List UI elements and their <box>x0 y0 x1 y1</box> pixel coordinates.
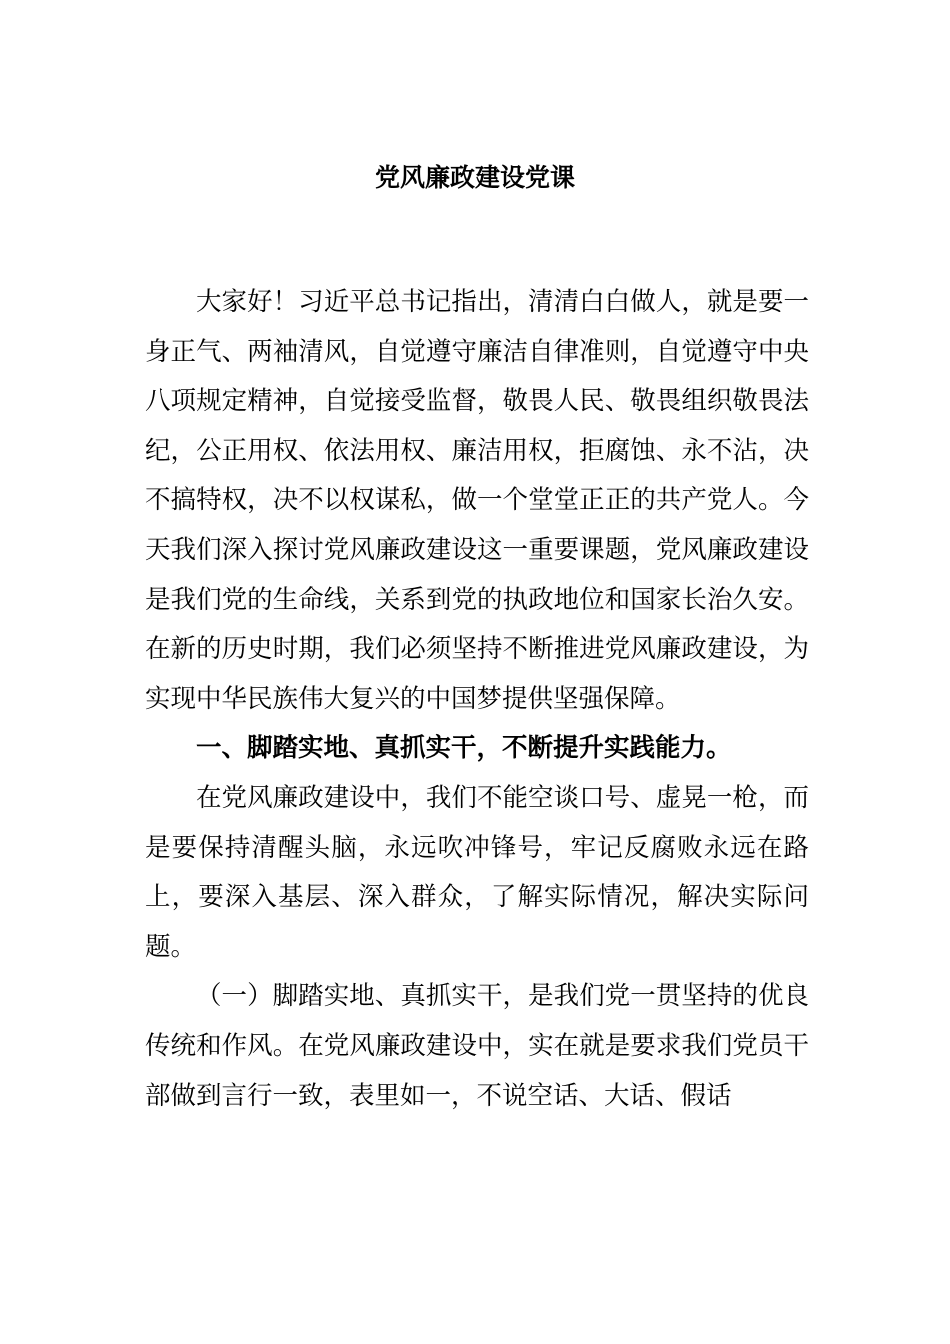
subsection-1-paragraph: （一）脚踏实地、真抓实干，是我们党一贯坚持的优良传统和作风。在党风廉政建设中，实在就是要求我们党员干部做到言行一致，表里如一，不说空话、大话、假话 <box>145 981 809 1111</box>
document-title: 党风廉政建设党课 <box>374 163 575 192</box>
document-body <box>145 278 809 1121</box>
section-heading-1: 一、脚踏实地、真抓实干，不断提升实践能力。 <box>196 733 732 764</box>
section-1-paragraph: 在党风廉政建设中，我们不能空谈口号、虚晃一枪，而是要保持清醒头脑，永远吹冲锋号，牢记反腐败永远在路上，要深入基层、深入群众，了解实际情况，解决实际问题。 <box>145 782 809 962</box>
intro-paragraph: 大家好！习近平总书记指出，清清白白做人，就是要一身正气、两袖清风，自觉遵守廉洁自律准则，自觉遵守中央八项规定精神，自觉接受监督，敬畏人民、敬畏组织敬畏法纪，公正用权、依法用权、廉洁用权，拒腐蚀、永不沾，决不搞特权，决不以权谋私，做一个堂堂正正的共产党人。今天我们深入探讨党风廉政建设这一重要课题，党风廉政建设是我们党的生命线，关系到党的执政地位和国家长治久安。在新的历史时期，我们必须坚持不断推进党风廉政建设，为实现中华民族伟大复兴的中国梦提供坚强保障。 <box>145 287 809 714</box>
